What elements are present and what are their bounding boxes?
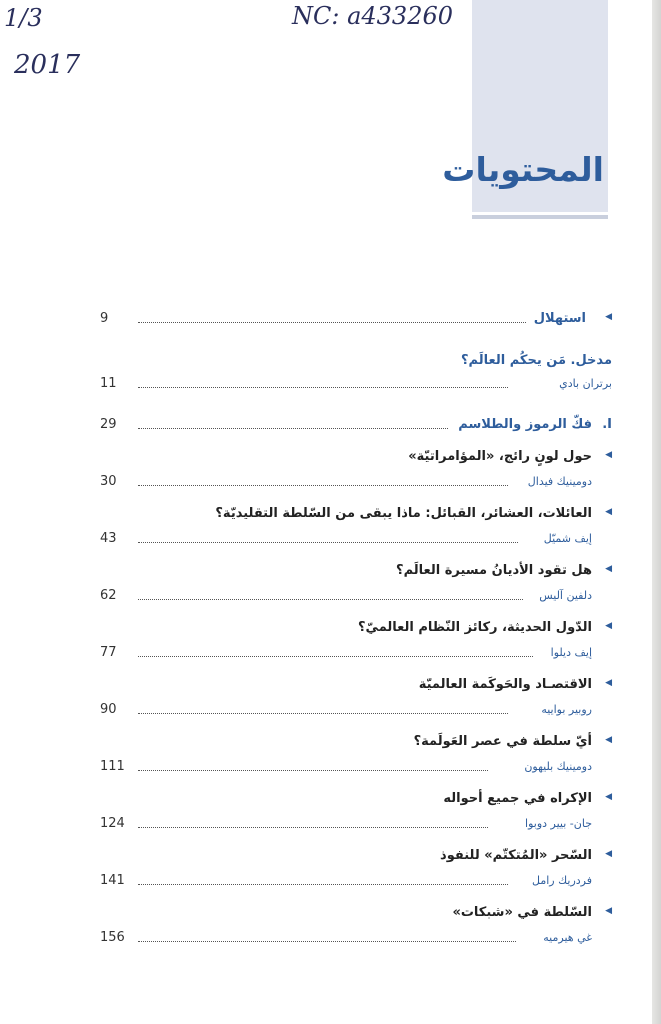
toc-entry-title: الاقتصـاد والحَوكَمة العالميّة <box>418 677 592 692</box>
triangle-marker-icon: ◀ <box>605 564 612 574</box>
dot-leader <box>138 884 508 885</box>
toc-entry-author-row[interactable] <box>100 642 612 664</box>
triangle-marker-icon: ◀ <box>605 621 612 631</box>
page-number: 11 <box>100 376 117 391</box>
handwritten-call-number: NC: a433260 <box>292 2 454 30</box>
dot-leader <box>138 599 523 600</box>
page-number: 141 <box>100 873 125 888</box>
toc-entry-author-row[interactable] <box>100 528 612 550</box>
toc-author: دلفين آليس <box>539 589 592 602</box>
page-edge <box>652 0 661 1024</box>
dot-leader <box>138 713 508 714</box>
toc-entry-author-row[interactable] <box>100 756 612 778</box>
toc-intro-title: مدخل. مَن يحكُم العالَم؟ <box>461 353 612 368</box>
triangle-marker-icon: ◀ <box>605 678 612 688</box>
dot-leader <box>138 485 508 486</box>
toc-section-number: I. <box>602 417 612 432</box>
page-number: 43 <box>100 531 117 546</box>
toc-entry-title-row[interactable] <box>100 674 612 696</box>
toc-entry-author-row[interactable] <box>100 870 612 892</box>
toc-intro-title-row <box>100 350 612 372</box>
toc-entry-title: العائلات، العشائر، القبائل: ماذا يبقى من السّلطة التقليديّة؟ <box>215 506 592 521</box>
dot-leader <box>138 428 448 429</box>
toc-entry-title: الإكراه في جميع أحواله <box>443 791 592 806</box>
toc-entry-title: هل تقود الأديانُ مسيرة العالَم؟ <box>396 563 592 578</box>
toc-entry-title-row[interactable] <box>100 731 612 753</box>
toc-entry-author-row[interactable] <box>100 927 612 949</box>
toc-entry-author-row[interactable] <box>100 813 612 835</box>
toc-heading-row[interactable] <box>100 308 612 330</box>
dot-leader <box>138 770 488 771</box>
page-number: 77 <box>100 645 117 660</box>
dot-leader <box>138 656 533 657</box>
toc-entry-title: السّحر «المُتكتّم» للنفوذ <box>440 848 592 863</box>
toc-entry-title-row[interactable] <box>100 503 612 525</box>
toc-entry-title-row[interactable] <box>100 560 612 582</box>
triangle-marker-icon: ◀ <box>605 507 612 517</box>
toc-author: جان- بيير دوبوا <box>525 817 592 830</box>
triangle-marker-icon: ◀ <box>605 450 612 460</box>
toc-author: إيف شميّل <box>543 532 592 545</box>
toc-author: غي هيرميه <box>543 931 592 944</box>
dot-leader <box>138 941 516 942</box>
toc-entry-title: السّلطة في «شبكات» <box>452 905 592 920</box>
triangle-marker-icon: ◀ <box>605 792 612 802</box>
toc-entry-author-row[interactable] <box>100 471 612 493</box>
toc-entry-title-row[interactable] <box>100 902 612 924</box>
toc-entry-title: أيّ سلطة في عصر العَولَمة؟ <box>413 734 592 749</box>
handwritten-volume: 1/3 <box>4 4 43 32</box>
toc-author: فردريك رامل <box>532 874 592 887</box>
toc-author: روبير بواييه <box>541 703 592 716</box>
toc-entry-title-row[interactable] <box>100 446 612 468</box>
toc-author: إيف ديلوا <box>550 646 592 659</box>
toc-entry-title-row[interactable] <box>100 617 612 639</box>
page-number: 111 <box>100 759 125 774</box>
title-underline <box>472 215 608 219</box>
page-number: 30 <box>100 474 117 489</box>
triangle-marker-icon: ◀ <box>605 312 612 322</box>
toc-heading-title: فكّ الرموز والطلاسم <box>458 417 592 432</box>
page-number: 62 <box>100 588 117 603</box>
dot-leader <box>138 542 518 543</box>
toc-heading-title: استهلال <box>533 311 586 326</box>
dot-leader <box>138 827 488 828</box>
page-number: 9 <box>100 311 109 326</box>
toc-author-row[interactable] <box>100 373 612 395</box>
toc-entry-author-row[interactable] <box>100 585 612 607</box>
toc-entry-title: حول لونٍ رائج، «المؤامراتيّة» <box>408 449 592 464</box>
dot-leader <box>138 322 526 323</box>
triangle-marker-icon: ◀ <box>605 849 612 859</box>
page-number: 29 <box>100 417 117 432</box>
dot-leader <box>138 387 508 388</box>
handwritten-year: 2017 <box>14 50 81 80</box>
page-number: 156 <box>100 930 125 945</box>
toc-author: دومينيك فيدال <box>527 475 592 488</box>
toc-author: دومينيك بليهون <box>524 760 592 773</box>
triangle-marker-icon: ◀ <box>605 735 612 745</box>
page-number: 90 <box>100 702 117 717</box>
page-title: المحتويات <box>442 150 604 189</box>
toc-entry-title-row[interactable] <box>100 845 612 867</box>
toc-entry-title-row[interactable] <box>100 788 612 810</box>
toc-author: برتران بادي <box>559 377 612 390</box>
triangle-marker-icon: ◀ <box>605 906 612 916</box>
toc-entry-title: الدّول الحديثة، ركائز النّظام العالميّ؟ <box>358 620 592 635</box>
toc-entry-author-row[interactable] <box>100 699 612 721</box>
toc-heading-row[interactable] <box>100 414 612 436</box>
page-number: 124 <box>100 816 125 831</box>
